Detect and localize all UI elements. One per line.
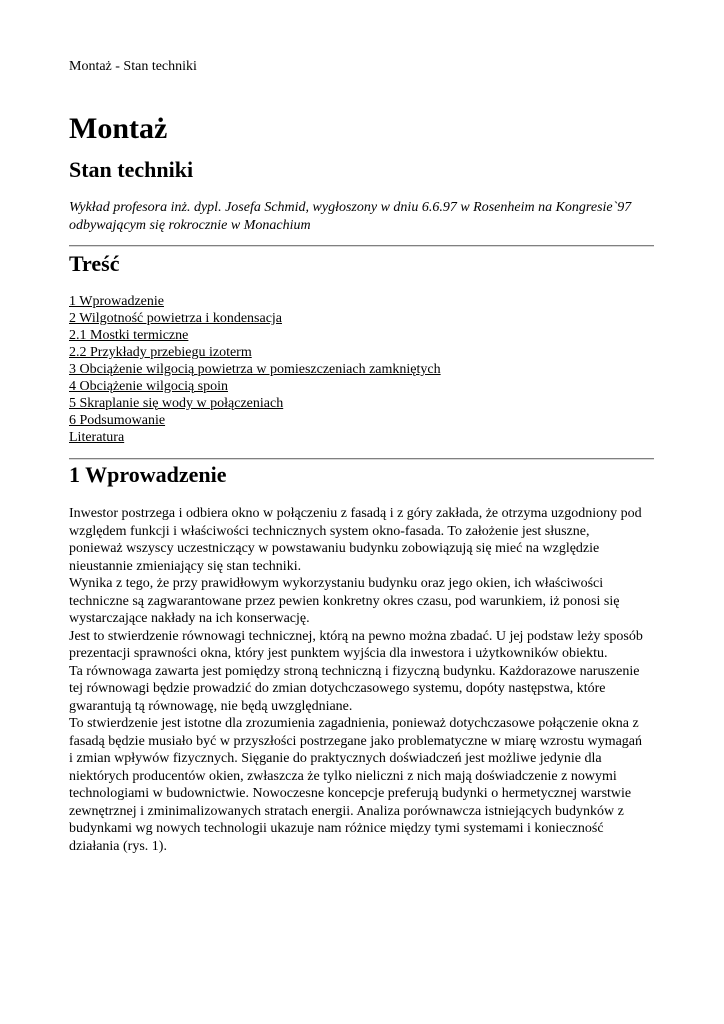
body-line: gwarantują tą równowagę, nie będą uwzględniane. [69, 698, 353, 714]
page-title: Montaż [69, 112, 168, 145]
toc-item [69, 412, 441, 429]
body-line: i zmian wpływów fizycznych. Sięganie do praktycznych doświadczeń jest możliwe jedynie dla [69, 751, 602, 766]
section-heading: 1 Wprowadzenie [69, 462, 227, 487]
toc-item [69, 429, 441, 446]
body-line: techniczne są zagwarantowane przez pewien konkretny okres czasu, pod warunkiem, iż ponosi się [69, 593, 620, 609]
toc-item [69, 293, 441, 310]
toc-link-literatura[interactable]: Literatura [69, 430, 125, 445]
table-of-contents [69, 293, 441, 446]
lecture-note [69, 199, 669, 235]
body-line: wystarczające nakłady na ich konserwację. [69, 611, 310, 626]
toc-link-wilgotnosc[interactable]: 2 Wilgotność powietrza i kondensacja [69, 311, 283, 326]
body-line: niektórych producentów okien, zwłaszcza że tylko nieliczni z nich mają doświadczenie z nowymi [69, 768, 617, 784]
toc-heading: Treść [69, 251, 120, 276]
toc-item [69, 378, 441, 395]
body-line: Ta równowaga zawarta jest pomiędzy stroną techniczną i fizyczną budynku. Każdorazowe naruszenie [69, 663, 640, 679]
body-line: tej równowagi będzie prowadzić do zmian dotychczasowego systemu, dopóty następstwa, które [69, 681, 606, 696]
toc-link-izotermy[interactable]: 2.2 Przykłady przebiegu izoterm [69, 345, 252, 360]
toc-link-podsumowanie[interactable]: 6 Podsumowanie [69, 413, 166, 428]
section-body [69, 505, 669, 855]
divider [69, 458, 654, 460]
page-subtitle: Stan techniki [69, 157, 194, 182]
toc-link-obciazenie-spoin[interactable]: 4 Obciążenie wilgocią spoin [69, 379, 229, 394]
body-line: ponieważ wszyscy uczestniczący w powstawaniu budynku zobowiązują się mieć na względzie [69, 541, 600, 556]
body-line: technologiami w budownictwie. Nowoczesne koncepcje preferują budynki o hermetycznej warstwie [69, 786, 632, 801]
lecture-line: Wykład profesora inż. dypl. Josefa Schmid, wygłoszony w dniu 6.6.97 w Rosenheim na Kongresie`97 [69, 200, 632, 215]
body-line: prezentacji sprawności okna, który jest punktem wyjścia dla inwestora i użytkowników obiektu. [69, 646, 608, 661]
toc-item [69, 361, 441, 378]
body-line: budynkami wg nowych technologii ukazuje nam różnice między tymi systemami i konieczność [69, 821, 604, 836]
body-line: fasadą będzie musiało być w przyszłości postrzegane jako problematyczne w miarę wzrostu wymagań [69, 733, 643, 749]
body-line: To stwierdzenie jest istotne dla zrozumienia zagadnienia, ponieważ dotychczasowe połączenie okna z [69, 716, 639, 731]
lecture-line: odbywającym się rokrocznie w Monachium [69, 218, 311, 233]
body-line: działania (rys. 1). [69, 838, 167, 854]
body-line: Jest to stwierdzenie równowagi technicznej, którą na pewno można zbadać. U jej podstaw leży sposób [69, 628, 643, 644]
toc-item [69, 310, 441, 327]
toc-link-skraplanie[interactable]: 5 Skraplanie się wody w połączeniach [69, 396, 284, 411]
running-header: Montaż - Stan techniki [69, 59, 197, 74]
toc-item [69, 327, 441, 344]
toc-item [69, 344, 441, 361]
divider [69, 245, 654, 247]
toc-link-wprowadzenie[interactable]: 1 Wprowadzenie [69, 294, 164, 309]
body-line: nieustannie zmieniający się stan techniki. [69, 558, 302, 574]
body-line: Wynika z tego, że przy prawidłowym wykorzystaniu budynku oraz jego okien, ich właściwości [69, 576, 604, 591]
body-line: Inwestor postrzega i odbiera okno w połączeniu z fasadą i z góry zakłada, że otrzyma uzgodniony pod [69, 506, 642, 521]
body-line: zewnętrznej i zminimalizowanych stratach energii. Analiza porównawcza istniejących budynków z [69, 803, 624, 819]
body-line: względem funkcji i właściwości technicznych system okno-fasada. To założenie jest słuszne, [69, 523, 590, 539]
toc-link-mostki[interactable]: 2.1 Mostki termiczne [69, 328, 189, 343]
toc-link-obciazenie-powietrza[interactable]: 3 Obciążenie wilgocią powietrza w pomieszczeniach zamkniętych [69, 362, 441, 377]
toc-item [69, 395, 441, 412]
